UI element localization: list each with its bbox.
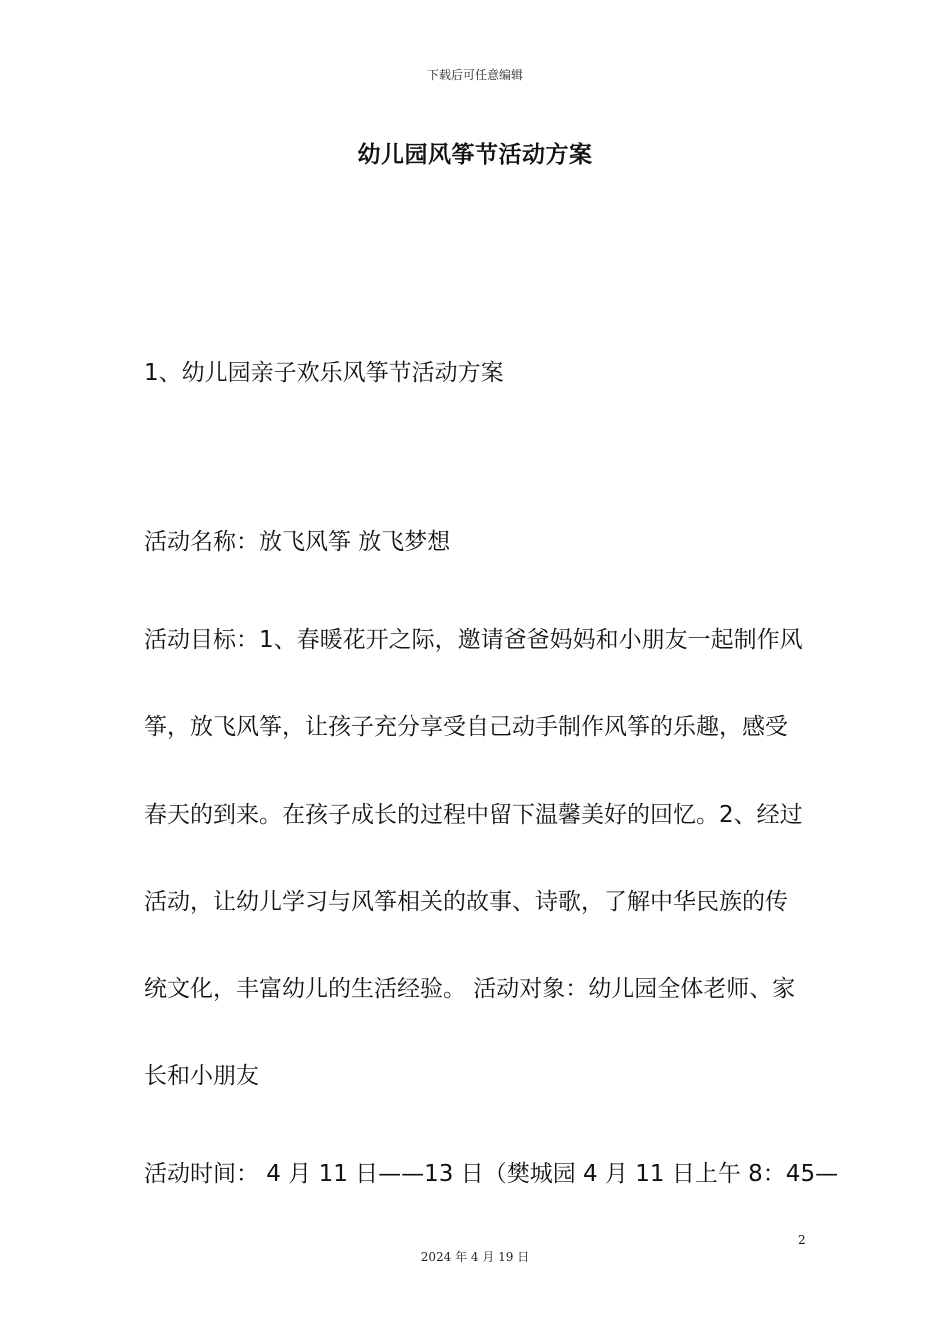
page-number: 2	[798, 1233, 806, 1247]
page-footer-date: 2024 年 4 月 19 日	[420, 1250, 530, 1264]
paragraph-line: 活动目标：1、春暖花开之际，邀请爸爸妈妈和小朋友一起制作风	[144, 627, 803, 653]
activity-time-line: 活动时间： 4 月 11 日——13 日（樊城园 4 月 11 日上午 8：45—	[144, 1161, 839, 1187]
page-header: 下载后可任意编辑	[426, 68, 523, 82]
section-heading: 1、幼儿园亲子欢乐风筝节活动方案	[144, 360, 504, 386]
paragraph-line: 长和小朋友	[144, 1063, 259, 1089]
document-title: 幼儿园风筝节活动方案	[357, 142, 593, 168]
paragraph-line: 统文化，丰富幼儿的生活经验。 活动对象：幼儿园全体老师、家	[144, 976, 796, 1002]
paragraph-line: 春天的到来。在孩子成长的过程中留下温馨美好的回忆。2、经过	[144, 802, 803, 828]
paragraph-line: 活动，让幼儿学习与风筝相关的故事、诗歌，了解中华民族的传	[144, 889, 788, 915]
activity-name-line: 活动名称：放飞风筝 放飞梦想	[144, 529, 451, 555]
paragraph-line: 筝，放飞风筝，让孩子充分享受自己动手制作风筝的乐趣，感受	[144, 714, 788, 740]
